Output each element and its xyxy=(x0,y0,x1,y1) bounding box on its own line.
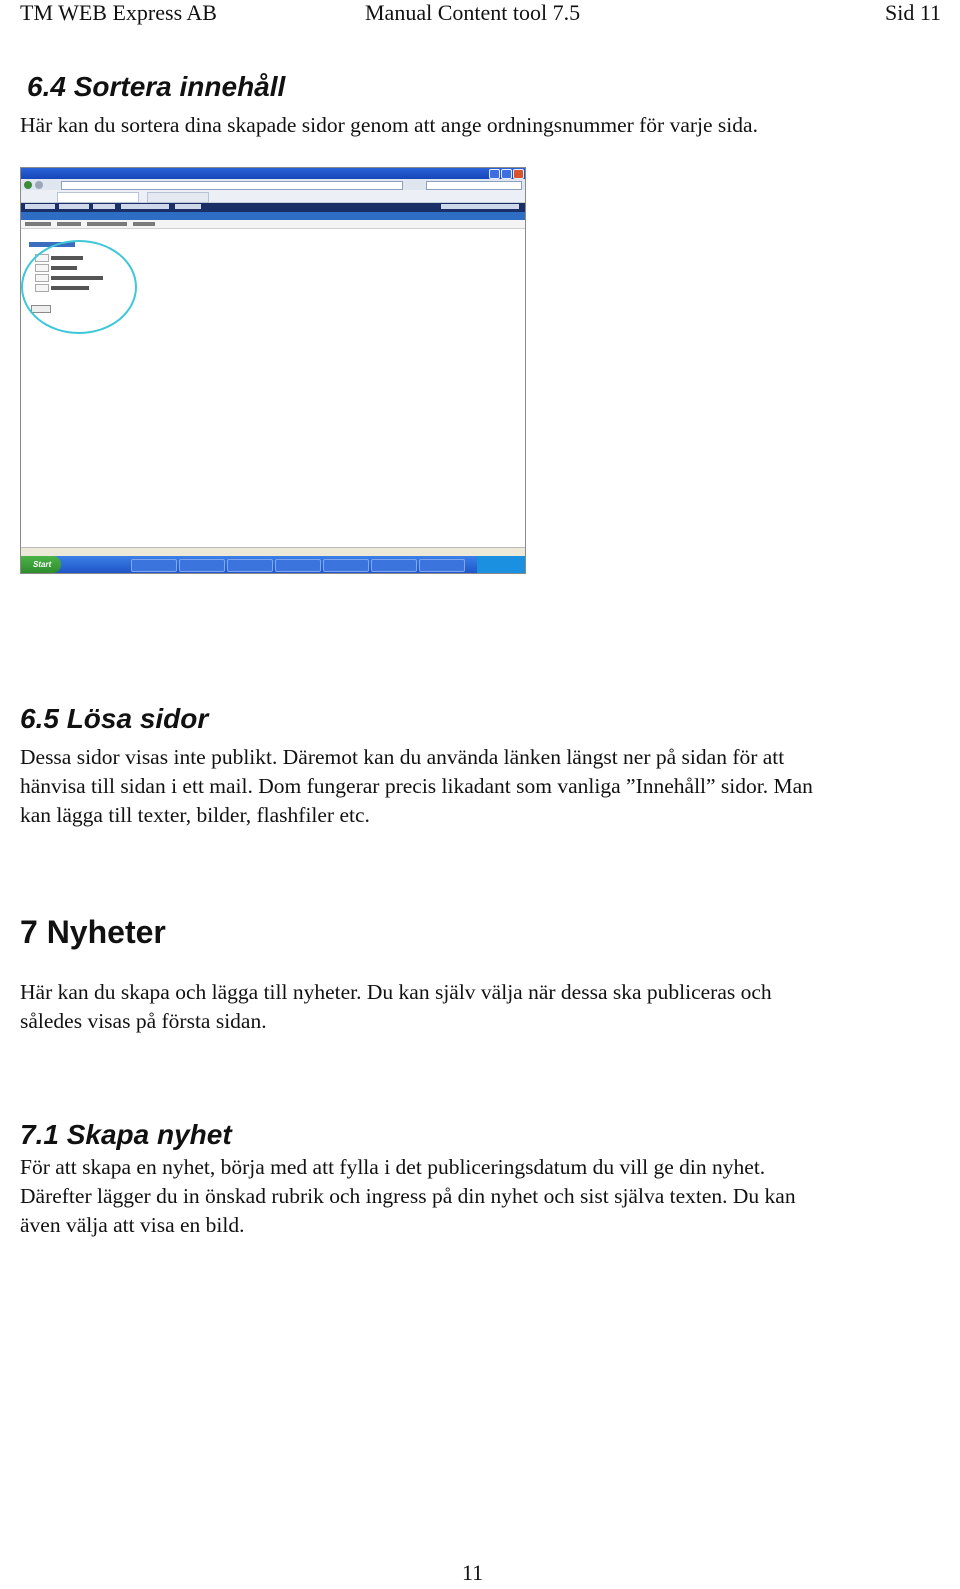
nav-item xyxy=(441,204,519,209)
nav-item xyxy=(175,204,201,209)
sub-nav-item xyxy=(57,222,81,226)
taskbar-item xyxy=(131,559,177,572)
paragraph-6-5: Dessa sidor visas inte publikt. Däremot kan du använda länken längst ner på sidan för att hänvisa till sidan i ett mail. Dom fungerar precis likadant som vanliga ”Innehåll” sidor. Man kan lägga till texter, bilder, flashfiler etc. xyxy=(20,745,813,827)
sub-nav-item xyxy=(133,222,155,226)
taskbar-item xyxy=(323,559,369,572)
taskbar xyxy=(21,556,525,573)
highlight-circle xyxy=(21,240,137,334)
taskbar-item xyxy=(275,559,321,572)
heading-6-5: 6.5 Lösa sidor xyxy=(20,703,209,734)
back-icon xyxy=(24,181,32,189)
heading-7: 7 Nyheter xyxy=(20,914,166,950)
nav-item xyxy=(121,204,169,209)
maximize-icon xyxy=(501,169,512,179)
sub-nav xyxy=(21,220,525,229)
nav-item xyxy=(25,204,55,209)
window-titlebar xyxy=(21,168,525,179)
address-bar xyxy=(21,179,525,190)
paragraph-7-1: För att skapa en nyhet, börja med att fylla i det publiceringsdatum du vill ge din nyhet. Därefter lägger du in önskad rubrik och ingress på din nyhet och sist själva texten. Du kan även välja att visa en bild. xyxy=(20,1155,796,1237)
sub-nav-item xyxy=(25,222,51,226)
minimize-icon xyxy=(489,169,500,179)
start-button: Start xyxy=(21,556,61,573)
close-icon xyxy=(513,169,524,179)
tab-administration xyxy=(57,192,139,203)
header-company: TM WEB Express AB xyxy=(20,0,217,25)
taskbar-item xyxy=(179,559,225,572)
taskbar-item xyxy=(227,559,273,572)
taskbar-item xyxy=(419,559,465,572)
tab-second xyxy=(147,192,209,203)
paragraph-7: Här kan du skapa och lägga till nyheter. Du kan själv välja när dessa ska publiceras och således visas på första sidan. xyxy=(20,980,772,1033)
taskbar-item xyxy=(371,559,417,572)
page-number: 11 xyxy=(462,1560,484,1585)
nav-item xyxy=(59,204,89,209)
header-page-label: Sid 11 xyxy=(885,0,942,25)
search-field xyxy=(426,181,522,190)
sub-nav-item xyxy=(87,222,127,226)
forward-icon xyxy=(35,181,43,189)
top-nav xyxy=(21,203,525,212)
browser-tabs xyxy=(21,190,525,203)
heading-7-1: 7.1 Skapa nyhet xyxy=(20,1119,232,1150)
nav-item xyxy=(93,204,115,209)
screenshot-figure xyxy=(20,167,526,574)
heading-6-4: 6.4 Sortera innehåll xyxy=(27,71,286,102)
header-doc-title: Manual Content tool 7.5 xyxy=(365,0,581,25)
url-field xyxy=(61,181,403,190)
paragraph-6-4: Här kan du sortera dina skapade sidor genom att ange ordningsnummer för varje sida. xyxy=(20,113,758,137)
system-tray xyxy=(477,556,525,573)
second-nav xyxy=(21,212,525,220)
